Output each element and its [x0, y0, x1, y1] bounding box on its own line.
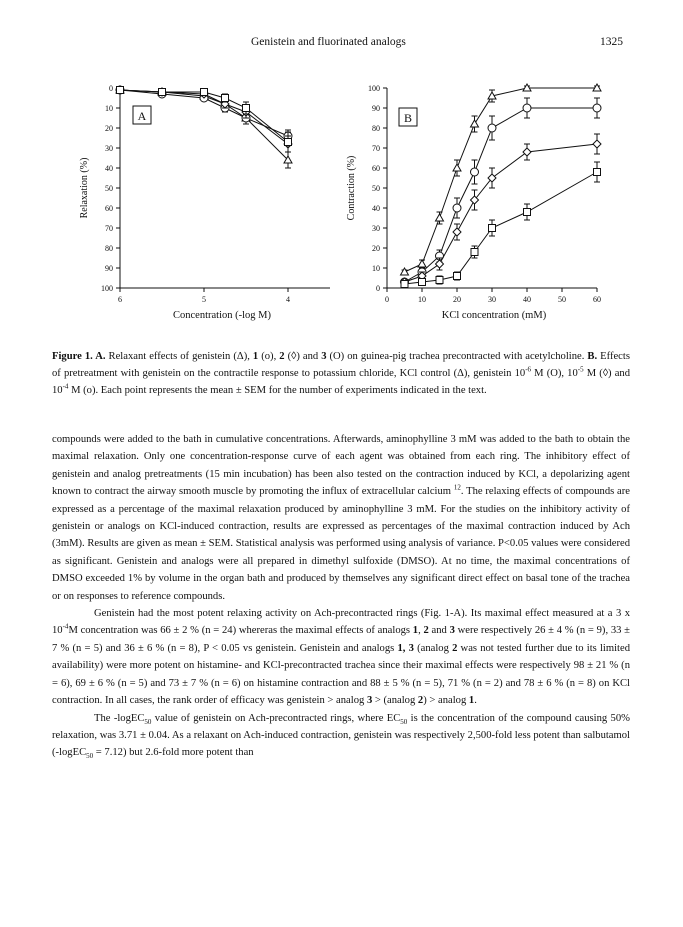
- panel-b-y-tick-label: 40: [372, 204, 380, 213]
- panel-b-y-tick-label: 100: [368, 84, 380, 93]
- panel-a-x-tick-label: 5: [202, 295, 206, 304]
- panel-a-xlabel: Concentration (-log M): [173, 310, 271, 321]
- panel-b-point-square: [436, 277, 443, 284]
- panel-b-point-circle: [453, 204, 461, 212]
- panel-b-x-tick-label: 30: [488, 295, 496, 304]
- panel-a-y-tick-label: 40: [105, 164, 113, 173]
- panel-b-point-diamond: [593, 140, 601, 148]
- panel-b-x-tick-label: 10: [418, 295, 426, 304]
- panel-b-point-triangle: [453, 164, 461, 171]
- figure-caption: [52, 348, 630, 399]
- panel-b-point-square: [524, 209, 531, 216]
- panel-b-point-diamond: [523, 148, 531, 156]
- panel-b-point-diamond: [436, 260, 444, 268]
- panel-b-point-square: [594, 169, 601, 176]
- panel-a-point-square: [201, 89, 208, 96]
- panel-a-point-square: [159, 89, 166, 96]
- panel-b-point-square: [471, 249, 478, 256]
- caption-part: 1: [252, 351, 259, 362]
- panel-a-y-tick-label: 30: [105, 144, 113, 153]
- panel-b-x-tick-label: 50: [558, 295, 566, 304]
- panel-b-point-square: [401, 281, 408, 288]
- panel-b-point-square: [454, 273, 461, 280]
- paragraph-3: The -logEC$_{50}$ value of genistein on Ach-precontracted rings, where $EC_{50}$ is the concentration of the compound causing 50% relaxation, was 3.71 ± 0.04. As a relaxant on Ach-induced contraction, genistein was respectively 2,500-fold less potent than salbutamol (-logEC$_{50}$ = 7.12) but 2.6-fold more potent than: [52, 712, 630, 761]
- caption-part: (◊) and: [284, 351, 322, 362]
- paragraph-1: compounds were added to the bath in cumulative concentrations. Afterwards, aminophylline 3 mM was added to the bath to obtain the maximal relaxation. Only one concentration-response curve of each agent was obtained from each ring. The inhibitory effect of genistein and analog pretreatments (15 min incubation) has been also tested on the contraction induced by KCl, a depolarizing agent known to contract the airway smooth muscle by promoting the influx of extracellular calcium $^{12}$. The relaxing effects of compounds are expressed as a percentage of the maximal relaxation produced by aminophylline 3 mM. For the studies on the inhibitory activity of genistein or analogs on KCl-induced contraction, results are expressed as percentages of the maximal contraction induced by Ach (3mM). Results are given as mean ± SEM. Statistical analysis was performed using analysis of variance. P<0.05 values were considered as significant. Genistein and analogs were all prepared in dimethyl sulfoxide (DMSO). At no time, the maximal concentrations of DMSO exceeded 1% by volume in the organ bath and produced by themselves any significant direct effect on basal tone of the trachea or on responses to reference compounds.: [52, 434, 630, 602]
- caption-part: (O) on guinea-pig trachea precontracted with acetylcholine.: [326, 351, 588, 362]
- panel-b-y-tick-label: 10: [372, 264, 380, 273]
- panel-b-y-tick-label: 30: [372, 224, 380, 233]
- page-number: 1325: [600, 36, 623, 48]
- panel-a-y-tick-label: 60: [105, 204, 113, 213]
- panel-a-y-tick-label: 100: [101, 284, 113, 293]
- panel-b-label: B: [403, 111, 413, 125]
- panel-a-y-tick-label: 20: [105, 124, 113, 133]
- panel-b-point-triangle: [471, 120, 479, 127]
- caption-part: A.: [92, 351, 106, 362]
- panel-b-x-tick-label: 0: [385, 295, 389, 304]
- panel-b-series-line-square: [405, 172, 598, 284]
- panel-a-point-square: [243, 105, 250, 112]
- panel-b-point-diamond: [453, 228, 461, 236]
- panel-b-ylabel: Contraction (%): [346, 155, 357, 221]
- panel-a-y-tick-label: 70: [105, 224, 113, 233]
- panel-b-series-line-circle: [405, 108, 598, 282]
- panel-b-y-tick-label: 0: [376, 284, 380, 293]
- caption-part: M (◊) and 10: [52, 368, 631, 396]
- panel-a-y-tick-label: 0: [109, 84, 113, 93]
- paragraph-2: Genistein had the most potent relaxing activity on Ach-precontracted rings (Fig. 1-A). Its maximal effect measured at a 3 x $10^{-4}M$ concentration was 66 ± 2 % (n = 24) whereras the maximal effects of analogs 1, 2 and 3 were respectively 26 ± 4 % (n = 9), 33 ± 7 % (n = 5) and 36 ± 6 % (n = 8), P < 0.05 vs genistein. Genistein and analogs 1, 3 (analog 2 was not tested further due to its limited availability) were more potent on histamine- and KCl-precontracted trachea since their maximal effects were respectively 98 ± 21 % (n = 6), 69 ± 6 % (n = 5) and 73 ± 7 % (n = 6) on histamine contraction and 88 ± 5 % (n = 5), 71 % (n = 2) and 78 ± 6 % (n = 8) on KCl contraction. In all cases, the rank order of efficacy was genistein > analog 3 > (analog 2) > analog 1.: [52, 608, 631, 707]
- body-text: [52, 431, 630, 762]
- panel-b-point-circle: [593, 104, 601, 112]
- caption-part: M (o). Each point represents the mean ± SEM for the number of experiments indicated in the text.: [68, 385, 487, 396]
- caption-part: Effects of pretreatment with genistein on the contractile response to potassium chloride, KCl control (Δ), genistein 10: [52, 351, 630, 379]
- panel-a-x-tick-label: 4: [286, 295, 290, 304]
- caption-part: -6: [525, 365, 532, 374]
- panel-b-y-tick-label: 70: [372, 144, 380, 153]
- panel-b-point-circle: [488, 124, 496, 132]
- panel-a-point-square: [117, 87, 124, 94]
- figure-1: [0, 0, 683, 340]
- caption-part: 3: [321, 351, 327, 362]
- panel-a-point-square: [222, 95, 229, 102]
- panel-b-point-circle: [471, 168, 479, 176]
- panel-b-point-triangle: [436, 214, 444, 221]
- caption-part: -4: [62, 382, 69, 391]
- panel-a-chart: [79, 84, 330, 321]
- panel-b-y-tick-label: 50: [372, 184, 380, 193]
- caption-part: Relaxant effects of genistein (Δ),: [105, 351, 253, 362]
- panel-b-point-circle: [523, 104, 531, 112]
- panel-b-x-tick-label: 40: [523, 295, 531, 304]
- panel-b-point-square: [489, 225, 496, 232]
- panel-b-point-triangle: [401, 268, 409, 275]
- panel-b-xlabel: KCl concentration (mM): [441, 310, 547, 321]
- panel-b-series-line-triangle: [405, 88, 598, 272]
- caption-part: M (O), 10: [531, 368, 578, 379]
- panel-b-y-tick-label: 20: [372, 244, 380, 253]
- figure-label: Figure 1.: [52, 351, 93, 362]
- panel-a-y-tick-label: 80: [105, 244, 113, 253]
- panel-a-x-tick-label: 6: [118, 295, 122, 304]
- panel-b-point-square: [419, 279, 426, 286]
- running-head-title: Genistein and fluorinated analogs: [251, 36, 406, 48]
- panel-a-y-tick-label: 50: [105, 184, 113, 193]
- panel-b-y-tick-label: 60: [372, 164, 380, 173]
- panel-b-x-tick-label: 20: [453, 295, 461, 304]
- panel-a-y-tick-label: 10: [105, 104, 113, 113]
- panel-b-point-triangle: [418, 260, 426, 267]
- panel-b-y-tick-label: 80: [372, 124, 380, 133]
- panel-a-point-square: [285, 139, 292, 146]
- panel-a-y-tick-label: 90: [105, 264, 113, 273]
- panel-b-x-tick-label: 60: [593, 295, 601, 304]
- caption-part: -5: [577, 365, 584, 374]
- caption-part: 2: [279, 351, 285, 362]
- caption-part: (o),: [258, 351, 280, 362]
- caption-part: B.: [587, 351, 598, 362]
- panel-a-ylabel: Relaxation (%): [79, 157, 90, 219]
- panel-a-label: A: [137, 109, 147, 123]
- panel-b-y-tick-label: 90: [372, 104, 380, 113]
- panel-b-chart: [346, 84, 601, 321]
